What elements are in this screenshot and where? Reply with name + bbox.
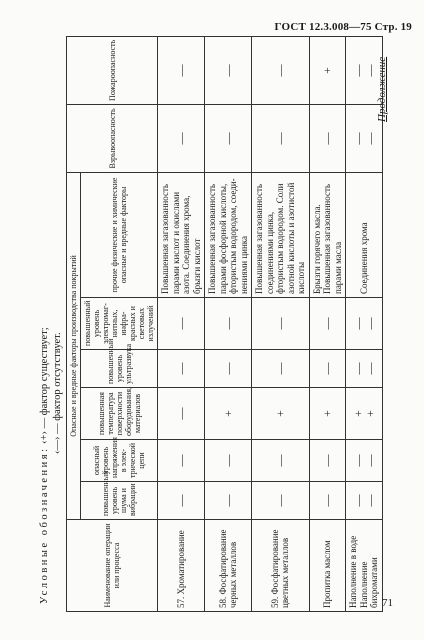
row-name-pair (346, 520, 383, 612)
column-header-name: Наименование операции или процесса (67, 520, 158, 612)
row-name: Наполнение бихроматами (358, 557, 379, 608)
column-header-fire: Пожароопасность (67, 36, 158, 104)
cell-radiation: — (205, 298, 252, 350)
continuation-label: Продолжение (376, 56, 388, 122)
cell-ultrasound: — (205, 350, 252, 388)
header-row-1 (67, 36, 81, 611)
hazard-factors-table (66, 36, 383, 612)
row-name: 59. Фосфатирование цветных металлов (252, 520, 310, 612)
column-header-temp: повышенная температура поверхности оборудования, материалов (81, 388, 158, 440)
cell-fire: — (350, 64, 365, 77)
column-header-noise: повышенный уровень шума и вибрации (81, 482, 158, 520)
cell-ultrasound: — (309, 350, 346, 388)
table-row (346, 36, 383, 611)
cell-noise: — (362, 494, 377, 507)
cell-explosion: — (158, 104, 205, 172)
rotated-page-content (36, 32, 396, 612)
cell-ultrasound: — (350, 362, 365, 375)
cell-ultrasound: — (158, 350, 205, 388)
legend-minus: ‹—› — фактор отсутствует. (52, 332, 63, 454)
column-header-explosion: Взрывоопасность (67, 104, 158, 172)
cell-temp: + (362, 410, 377, 417)
cell-noise: — (158, 482, 205, 520)
cell-fire: — (362, 64, 377, 77)
table-row (252, 36, 310, 611)
cell-other: Соединения хрома (358, 222, 369, 294)
cell-radiation: — (350, 317, 365, 330)
table-row (205, 36, 252, 611)
column-header-other: прочие физические и химические опасные и вредные факторы (81, 172, 158, 297)
row-name: 58. Фосфатирование черных металлов (205, 520, 252, 612)
cell-temp: + (350, 410, 365, 417)
cell-fire: + (309, 36, 346, 104)
cell-noise: — (350, 494, 365, 507)
cell-radiation: — (252, 298, 310, 350)
legend-plus: ‹+› — фактор существует; (39, 327, 50, 444)
cell-explosion: — (205, 104, 252, 172)
cell-other: Повышенная загазованность парами кислот и окислами азота. Соединения хрома, брызги кислот (158, 172, 205, 297)
column-header-group: Опасные и вредные факторы производства покрытий (67, 172, 81, 519)
cell-temp: + (309, 388, 346, 440)
page-header: ГОСТ 12.3.008—75 Стр. 19 (274, 21, 412, 33)
legend-label: Условные обозначения: (39, 446, 50, 604)
page-number: 71 (382, 597, 393, 609)
cell-noise: — (252, 482, 310, 520)
table-row (158, 36, 205, 611)
cell-electric: — (350, 454, 365, 467)
cell-fire: — (205, 36, 252, 104)
cell-ultrasound: — (252, 350, 310, 388)
cell-ultrasound: — (362, 362, 377, 375)
column-header-electric: опасный уровень напряжения в электрической цепи (81, 440, 158, 482)
cell-electric: — (252, 440, 310, 482)
cell-temp: — (158, 388, 205, 440)
row-name: 57. Хроматирование (158, 520, 205, 612)
cell-temp: + (205, 388, 252, 440)
cell-explosion: — (362, 132, 377, 145)
column-header-radiation: повышенный уровень электромагнитных, инфракрасных и световых излучений (81, 298, 158, 350)
cell-electric: — (362, 454, 377, 467)
cell-noise: — (205, 482, 252, 520)
cell-noise: — (309, 482, 346, 520)
cell-radiation: — (362, 317, 377, 330)
cell-temp: + (252, 388, 310, 440)
table-row (309, 36, 346, 611)
cell-explosion: — (309, 104, 346, 172)
cell-other: Повышенная загазованность парами фосфорной кислоты, фтористым водородом, соединениями цинка (205, 172, 252, 297)
column-header-ultrasound: повышенный уровень ультразвука (81, 350, 158, 388)
cell-other: Брызги горячего масла. Повышенная загазованность парами масла (309, 172, 346, 297)
legend-note (38, 327, 64, 604)
cell-fire: — (158, 36, 205, 104)
cell-electric: — (205, 440, 252, 482)
cell-radiation: — (158, 298, 205, 350)
row-name: Наполнение в воде (348, 535, 358, 608)
cell-fire: — (252, 36, 310, 104)
cell-radiation: — (309, 298, 346, 350)
cell-other: Повышенная загазованность соединениями цинка, фтористым водородом. Соли азотной кислоты и азотистой кислоты (252, 172, 310, 297)
cell-electric: — (309, 440, 346, 482)
cell-electric: — (158, 440, 205, 482)
row-name: Пропитка маслом (309, 520, 346, 612)
cell-explosion: — (252, 104, 310, 172)
cell-explosion: — (350, 132, 365, 145)
